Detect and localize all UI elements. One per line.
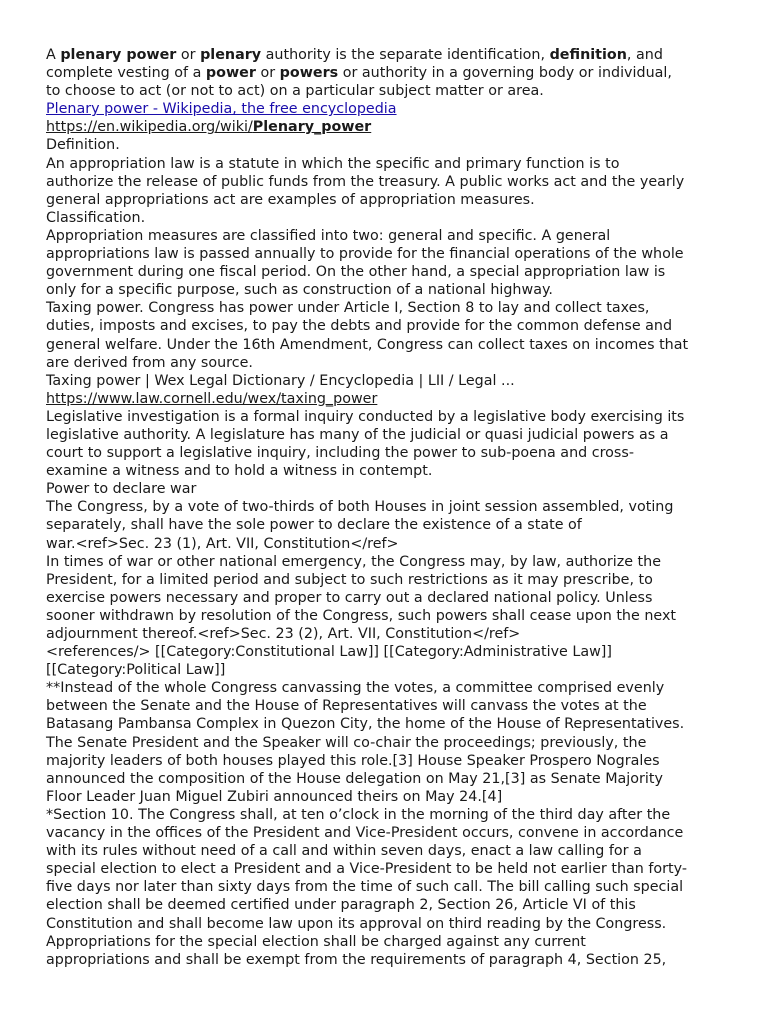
text-run: , and: [626, 47, 663, 63]
url-prefix: https://en.wikipedia.org/wiki/: [46, 119, 253, 136]
text-line: The Senate President and the Speaker will co-chair the proceedings; previously, the: [46, 734, 647, 751]
text-line: Power to declare war: [46, 481, 197, 498]
cornell-url-line: [46, 390, 736, 408]
document-page: [46, 46, 736, 969]
text-run: complete vesting of a: [46, 65, 206, 82]
text-run: or authority in a governing body or individual,: [338, 65, 672, 82]
text-line: examine a witness and to hold a witness in contempt.: [46, 463, 433, 480]
text-line: adjournment thereof.<ref>Sec. 23 (2), Art. VII, Constitution</ref>: [46, 626, 521, 642]
text-line: Constitution and shall become law upon its approval on third reading by the Congress.: [46, 915, 667, 932]
text-line: general welfare. Under the 16th Amendment, Congress can collect taxes on incomes that: [46, 336, 689, 353]
text-line: between the Senate and the House of Representatives will canvass the votes at the: [46, 698, 647, 715]
text-run: or: [176, 47, 201, 63]
text-line: special election to elect a President and a Vice-President to be held not earlier than forty-: [46, 861, 688, 878]
text-line: authorize the release of public funds from the treasury. A public works act and the yearly: [46, 173, 685, 190]
text-line: five days nor later than sixty days from the time of such call. The bill calling such special: [46, 879, 684, 896]
text-line: <references/> [[Category:Constitutional Law]] [[Category:Administrative Law]]: [46, 644, 612, 661]
wikipedia-url[interactable]: [46, 119, 371, 135]
text-line: In times of war or other national emergency, the Congress may, by law, authorize the: [46, 553, 661, 570]
text-line: announced the composition of the House delegation on May 21,[3] as Senate Majority: [46, 770, 663, 787]
text-line: Batasang Pambansa Complex in Quezon City, the home of the House of Representatives.: [46, 716, 685, 733]
paragraph-line: to choose to act (or not to act) on a particular subject matter or area.: [46, 83, 544, 100]
text-line: Taxing power | Wex Legal Dictionary / Encyclopedia | LII / Legal ...: [46, 372, 515, 389]
text-line: Taxing power. Congress has power under Article I, Section 8 to lay and collect taxes,: [46, 300, 650, 317]
text-line: with its rules without need of a call and within seven days, enact a law calling for a: [46, 843, 642, 860]
bold-term: plenary: [200, 47, 262, 63]
text-line: Definition.: [46, 137, 120, 154]
text-line: Appropriation measures are classified into two: general and specific. A general: [46, 227, 611, 244]
wikipedia-link[interactable]: Plenary power - Wikipedia, the free encyclopedia: [46, 101, 397, 118]
text-line: election shall be deemed certified under paragraph 2, Section 26, Article VI of this: [46, 897, 636, 914]
wikipedia-url-line: [46, 118, 736, 136]
text-line: Legislative investigation is a formal inquiry conducted by a legislative body exercising its: [46, 408, 685, 425]
text-line: general appropriations act are examples of appropriation measures.: [46, 191, 535, 208]
text-line: Appropriations for the special election shall be charged against any current: [46, 933, 586, 950]
text-line: sooner withdrawn by resolution of the Congress, such powers shall cease upon the next: [46, 607, 677, 624]
text-line: *Section 10. The Congress shall, at ten o’clock in the morning of the third day after the: [46, 806, 671, 823]
text-line: court to support a legislative inquiry, including the power to sub-poena and cross-: [46, 445, 634, 462]
bold-term: plenary power: [60, 47, 177, 63]
text-line: only for a specific purpose, such as construction of a national highway.: [46, 282, 553, 299]
text-line: majority leaders of both houses played this role.[3] House Speaker Prospero Nograles: [46, 752, 660, 769]
text-line: **Instead of the whole Congress canvassing the votes, a committee comprised evenly: [46, 680, 665, 697]
text-line: [[Category:Political Law]]: [46, 662, 226, 679]
text-line: An appropriation law is a statute in which the specific and primary function is to: [46, 155, 620, 172]
text-line: President, for a limited period and subject to such restrictions as it may prescribe, to: [46, 571, 653, 588]
bold-term: power: [205, 65, 256, 82]
text-run: or: [255, 65, 280, 82]
text-line: The Congress, by a vote of two-thirds of both Houses in joint session assembled, voting: [46, 499, 674, 516]
text-line: legislative authority. A legislature has many of the judicial or quasi judicial powers as a: [46, 426, 669, 443]
text-line: government during one fiscal period. On the other hand, a special appropriation law is: [46, 264, 666, 281]
text-line: war.<ref>Sec. 23 (1), Art. VII, Constitution</ref>: [46, 535, 399, 552]
cornell-url[interactable]: https://www.law.cornell.edu/wex/taxing_power: [46, 390, 378, 407]
text-line: Classification.: [46, 209, 146, 226]
bold-term: powers: [279, 65, 339, 82]
url-bold-part: Plenary_power: [252, 119, 372, 136]
text-line: duties, imposts and excises, to pay the debts and provide for the common defense and: [46, 318, 673, 335]
text-line: vacancy in the offices of the President and Vice-President occurs, convene in accordance: [46, 825, 684, 842]
text-line: are derived from any source.: [46, 354, 253, 371]
wikipedia-link-line: [46, 100, 736, 118]
text-line: appropriations law is passed annually to provide for the financial operations of the whole: [46, 246, 684, 263]
text-line: exercise powers necessary and proper to carry out a declared national policy. Unless: [46, 589, 653, 606]
text-run: A: [46, 47, 61, 63]
paragraph-line: [46, 46, 736, 64]
text-line: Floor Leader Juan Miguel Zubiri announced theirs on May 24.[4]: [46, 788, 503, 805]
bold-term: definition: [549, 47, 627, 63]
text-run: authority is the separate identification,: [261, 47, 550, 63]
paragraph-line: [46, 64, 736, 82]
text-line: separately, shall have the sole power to declare the existence of a state of: [46, 517, 582, 534]
text-line: appropriations and shall be exempt from the requirements of paragraph 4, Section 25,: [46, 951, 667, 968]
